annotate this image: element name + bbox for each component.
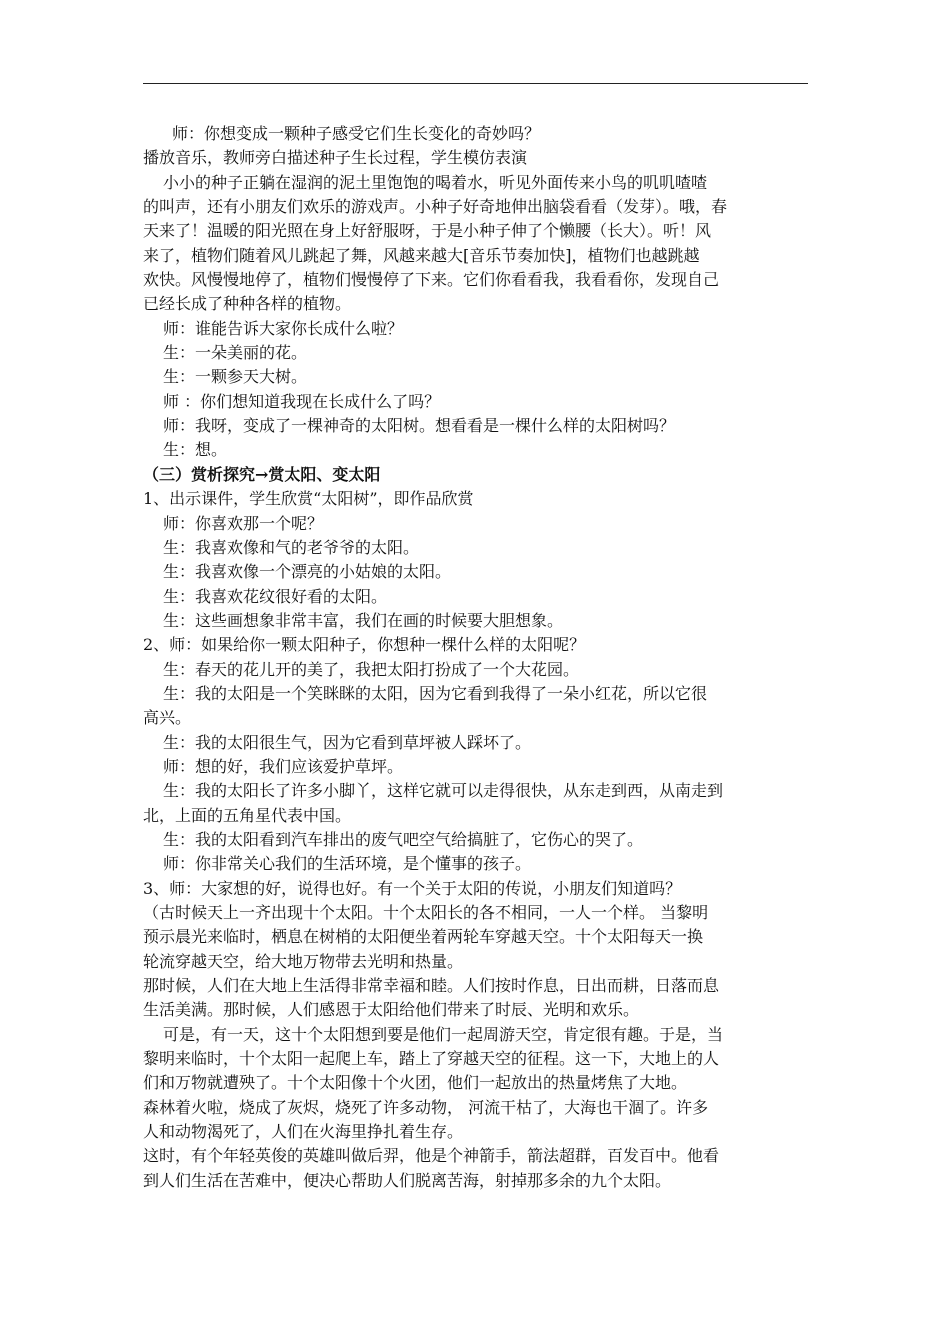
text-line: 3、师：大家想的好，说得也好。有一个关于太阳的传说，小朋友们知道吗？ [143, 878, 682, 898]
text-line: 师：想的好，我们应该爱护草坪。 [163, 756, 404, 776]
text-line: 高兴。 [143, 708, 192, 728]
text-line: 师：谁能告诉大家你长成什么啦？ [163, 318, 404, 338]
text-line: 生：这些画想象非常丰富，我们在画的时候要大胆想象。 [163, 610, 564, 630]
text-line: 黎明来临时，十个太阳一起爬上车，踏上了穿越天空的征程。这一下，大地上的人 [143, 1049, 720, 1069]
text-line: 2、师：如果给你一颗太阳种子，你想种一棵什么样的太阳呢？ [143, 635, 586, 655]
text-line: （古时候天上一齐出现十个太阳。十个太阳长的各不相同，一人一个样。 当黎明 [143, 903, 709, 922]
text-line: 到人们生活在苦难中，便决心帮助人们脱离苦海，射掉那多余的九个太阳。 [143, 1170, 672, 1190]
text-line: 生：我的太阳是一个笑眯眯的太阳，因为它看到我得了一朵小红花，所以它很 [163, 683, 708, 703]
text-line: 生：春天的花儿开的美了，我把太阳打扮成了一个大花园。 [163, 659, 580, 679]
text-line: 生：我的太阳很生气，因为它看到草坪被人踩坏了。 [163, 732, 532, 752]
document-body [143, 122, 808, 1193]
text-line: 已经长成了种种各样的植物。 [143, 294, 352, 314]
text-line: 轮流穿越天空，给大地万物带去光明和热量。 [143, 951, 464, 971]
text-line: 生：我的太阳看到汽车排出的废气吧空气给搞脏了，它伤心的哭了。 [163, 829, 644, 849]
text-line: 师：你非常关心我们的生活环境，是个懂事的孩子。 [163, 854, 532, 874]
text-line: 生：一颗参天大树。 [163, 367, 308, 387]
text-line: 北，上面的五角星代表中国。 [143, 805, 352, 825]
text-line: 们和万物就遭殃了。十个太阳像十个火团，他们一起放出的热量烤焦了大地。 [143, 1073, 688, 1093]
text-line: 师：我呀，变成了一棵神奇的太阳树。想看看是一棵什么样的太阳树吗？ [163, 416, 676, 436]
header-rule [143, 83, 808, 84]
text-line: 森林着火啦，烧成了灰烬，烧死了许多动物， 河流干枯了，大海也干涸了。许多 [143, 1097, 709, 1117]
text-line: 欢快。风慢慢地停了，植物们慢慢停了下来。它们你看看我，我看看你，发现自己 [143, 270, 720, 290]
text-line: 生活美满。那时候，人们感恩于太阳给他们带来了时辰、光明和欢乐。 [143, 1000, 640, 1020]
text-line: 生：想。 [163, 440, 228, 460]
text-line: 人和动物渴死了，人们在火海里挣扎着生存。 [143, 1122, 464, 1142]
text-line: 来了，植物们随着风儿跳起了舞，风越来越大[音乐节奏加快]，植物们也越跳越 [143, 245, 700, 265]
text-line: 可是，有一天，这十个太阳想到要是他们一起周游天空，肯定很有趣。于是，当 [163, 1024, 724, 1044]
text-line: 的叫声，还有小朋友们欢乐的游戏声。小种子好奇地伸出脑袋看看（发芽）。哦，春 [143, 197, 728, 217]
text-line: 天来了！温暖的阳光照在身上好舒服呀，于是小种子伸了个懒腰（长大）。听！风 [143, 221, 712, 241]
text-line: 生：我喜欢像一个漂亮的小姑娘的太阳。 [163, 562, 452, 582]
text-line: 师：你想变成一颗种子感受它们生长变化的奇妙吗？ [172, 124, 541, 143]
text-line: 那时候，人们在大地上生活得非常幸福和睦。人们按时作息，日出而耕，日落而息 [143, 976, 720, 996]
text-line: 生：我喜欢像和气的老爷爷的太阳。 [163, 537, 420, 557]
section-heading: （三）赏析探究→赏太阳、变太阳 [143, 464, 381, 484]
text-line: 生：我的太阳长了许多小脚丫，这样它就可以走得很快，从东走到西，从南走到 [163, 781, 724, 801]
text-line: 这时，有个年轻英俊的英雄叫做后羿，他是个神箭手，箭法超群，百发百中。他看 [143, 1146, 720, 1166]
text-line: 师：你喜欢那一个呢？ [163, 513, 324, 533]
text-line: 师 ：你们想知道我现在长成什么了吗？ [163, 391, 441, 411]
text-line: 小小的种子正躺在湿润的泥土里饱饱的喝着水，听见外面传来小鸟的叽叽喳喳 [163, 172, 708, 192]
text-line: 预示晨光来临时，栖息在树梢的太阳便坐着两轮车穿越天空。十个太阳每天一换 [143, 927, 704, 947]
text-line: 1、出示课件，学生欣赏“太阳树”，即作品欣赏 [143, 489, 474, 509]
text-line: 播放音乐，教师旁白描述种子生长过程，学生模仿表演 [143, 148, 528, 168]
text-line: 生：一朵美丽的花。 [163, 343, 308, 363]
text-line: 生：我喜欢花纹很好看的太阳。 [163, 586, 388, 606]
